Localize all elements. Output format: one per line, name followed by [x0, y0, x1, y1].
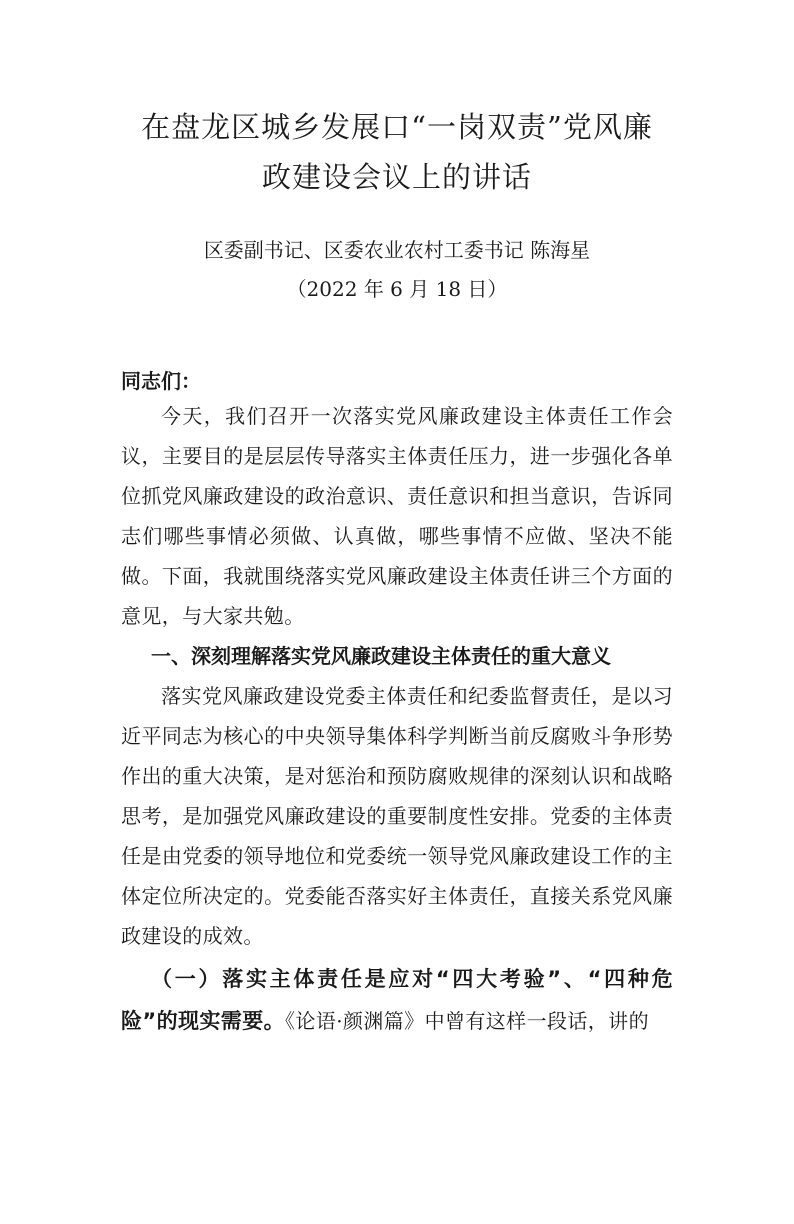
- author-line: 区委副书记、区委农业农村工委书记 陈海星: [203, 238, 591, 262]
- document-title: [121, 102, 673, 202]
- subsection-1-lead: （一）落实主体责任是应对“四大考验”、“四种危险”的现实需要。: [121, 967, 673, 1033]
- title-line-1: 在盘龙区城乡发展口“一岗双责”党风廉: [141, 110, 653, 144]
- date-line: （2022 年 6 月 18 日）: [286, 277, 508, 301]
- document-page: [0, 102, 794, 1224]
- subsection-1-text: 《论语·颜渊篇》中曾有这样一段话，讲的: [285, 1009, 649, 1033]
- section-1-heading: 一、深刻理解落实党风廉政建设主体责任的重大意义: [151, 644, 611, 668]
- title-line-2: 政建设会议上的讲话: [261, 160, 532, 194]
- subsection-1-paragraph: [121, 958, 673, 1042]
- intro-paragraph: 今天，我们召开一次落实党风廉政建设主体责任工作会议，主要目的是层层传导落实主体责任压力，进一步强化各单位抓党风廉政建设的政治意识、责任意识和担当意识，告诉同志们哪些事情必须做、认真做，哪些事情不应做、坚决不能做。下面，我就围绕落实党风廉政建设主体责任讲三个方面的意见，与大家共勉。: [121, 404, 673, 628]
- greeting: 同志们：: [121, 369, 201, 393]
- section-1-paragraph: 落实党风廉政建设党委主体责任和纪委监督责任，是以习近平同志为核心的中央领导集体科学判断当前反腐败斗争形势作出的重大决策，是对惩治和预防腐败规律的深刻认识和战略思考，是加强党风廉政建设的重要制度性安排。党委的主体责任是由党委的领导地位和党委统一领导党风廉政建设工作的主体定位所决定的。党委能否落实好主体责任，直接关系党风廉政建设的成效。: [121, 684, 673, 948]
